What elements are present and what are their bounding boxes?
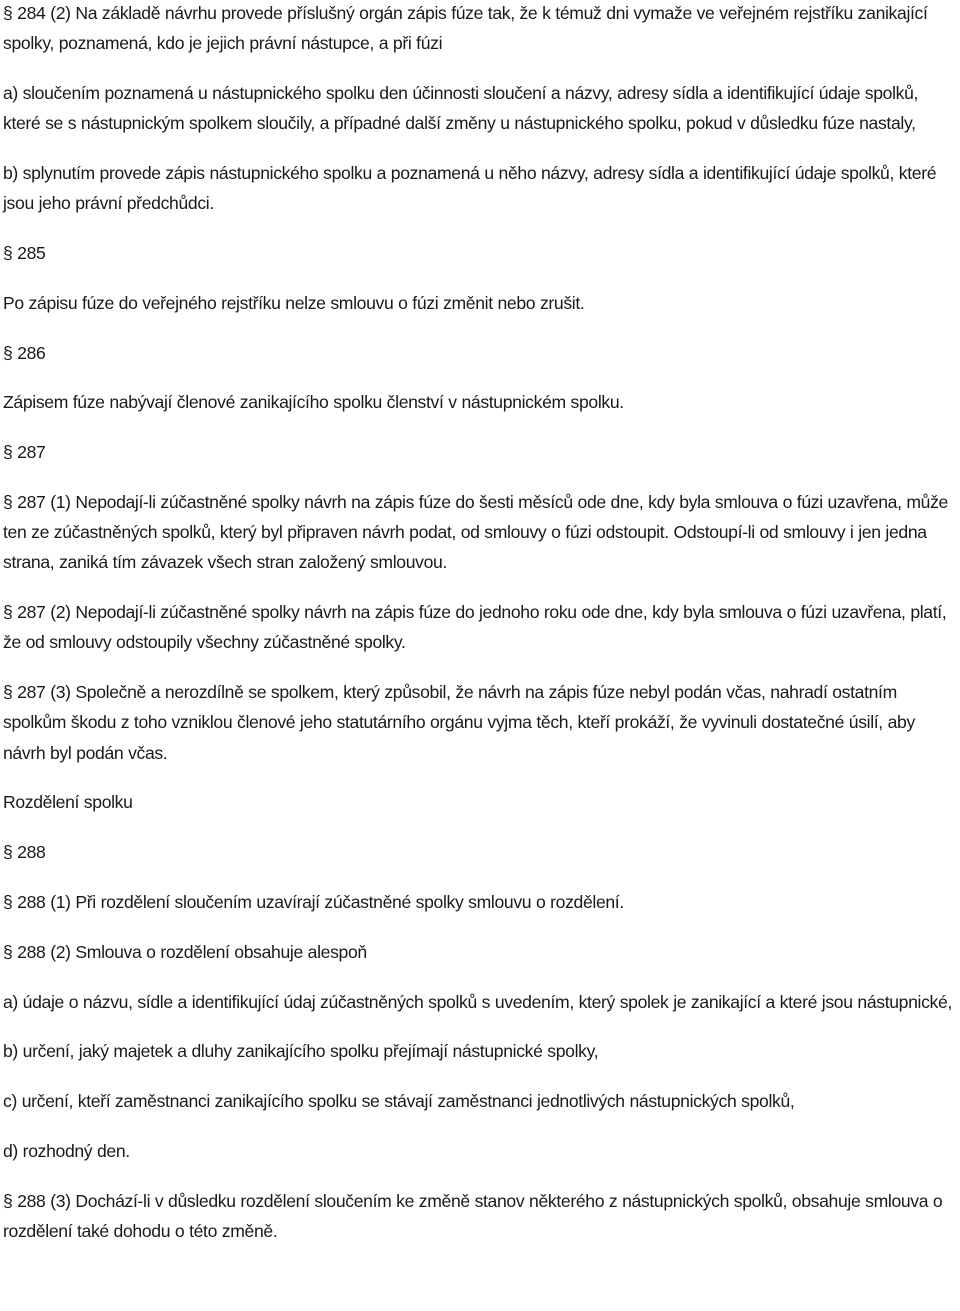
paragraph-288-2-b: b) určení, jaký majetek a dluhy zanikajícího spolku přejímají nástupnické spolky, xyxy=(3,1041,599,1062)
paragraph-288-2-d: d) rozhodný den. xyxy=(3,1140,130,1161)
paragraph-288-2: § 288 (2) Smlouva o rozdělení obsahuje alespoň xyxy=(3,941,367,962)
section-heading-287: § 287 xyxy=(3,442,46,463)
paragraph-288-1: § 288 (1) Při rozdělení sloučením uzavírají zúčastněné spolky smlouvu o rozdělení. xyxy=(3,891,624,912)
section-heading-285: § 285 xyxy=(3,243,46,263)
paragraph-288-3: § 288 (3) Dochází-li v důsledku rozdělení sloučením ke změně stanov některého z nástupnických spolků, obsahuje smlouva o rozdělení také dohodu o této změně. xyxy=(3,1190,943,1241)
paragraph-288-2-c: c) určení, kteří zaměstnanci zanikajícího spolku se stávají zaměstnanci jednotlivých nástupnických spolků, xyxy=(3,1091,795,1112)
paragraph-286: Zápisem fúze nabývají členové zanikajícího spolku členství v nástupnickém spolku. xyxy=(3,392,624,413)
paragraph-287-3: § 287 (3) Společně a nerozdílně se spolkem, který způsobil, že návrh na zápis fúze nebyl podán včas, nahradí ostatním spolkům škodu z toho vzniklou členové jeho statutárního orgánu vyjma těch, kteří prokáží, že vyvinuli dostatečné úsilí, aby návrh byl podán včas. xyxy=(3,682,915,763)
paragraph-284-2-b: b) splynutím provede zápis nástupnického spolku a poznamená u něho názvy, adresy sídla a identifikující údaje spolků, které jsou jeho právní předchůdci. xyxy=(3,163,937,214)
paragraph-288-2-a: a) údaje o názvu, sídle a identifikující údaj zúčastněných spolků s uvedením, který spolek je zanikající a které jsou nástupnické, xyxy=(3,991,952,1012)
paragraph-284-2-a: a) sloučením poznamená u nástupnického spolku den účinnosti sloučení a názvy, adresy sídla a identifikující údaje spolků, které se s nástupnickým spolkem sloučily, a případné další změny u nástupnického spolku, pokud v důsledku fúze nastaly, xyxy=(3,83,919,134)
section-heading-288: § 288 xyxy=(3,842,46,863)
paragraph-287-1: § 287 (1) Nepodají-li zúčastněné spolky návrh na zápis fúze do šesti měsíců ode dne, kdy byla smlouva o fúzi uzavřena, může ten ze zúčastněných spolků, který byl připraven návrh podat, od smlouvy o fúzi odstoupit. Odstoupí-li od smlouvy i jen jedna strana, zaniká tím závazek všech stran založený smlouvou. xyxy=(3,491,948,573)
paragraph-287-2: § 287 (2) Nepodají-li zúčastněné spolky návrh na zápis fúze do jednoho roku ode dne, kdy byla smlouva o fúzi uzavřena, platí, že od smlouvy odstoupily všechny zúčastněné spolky. xyxy=(3,602,947,653)
paragraph-285: Po zápisu fúze do veřejného rejstříku nelze smlouvu o fúzi změnit nebo zrušit. xyxy=(3,292,585,313)
paragraph-284-2: § 284 (2) Na základě návrhu provede příslušný orgán zápis fúze tak, že k témuž dni vymaže ve veřejném rejstříku zanikající spolky, poznamená, kdo je jejich právní nástupce, a při fúzi xyxy=(3,3,928,54)
subheading-rozdeleni-spolku: Rozdělení spolku xyxy=(3,792,133,813)
section-heading-286: § 286 xyxy=(3,342,46,363)
